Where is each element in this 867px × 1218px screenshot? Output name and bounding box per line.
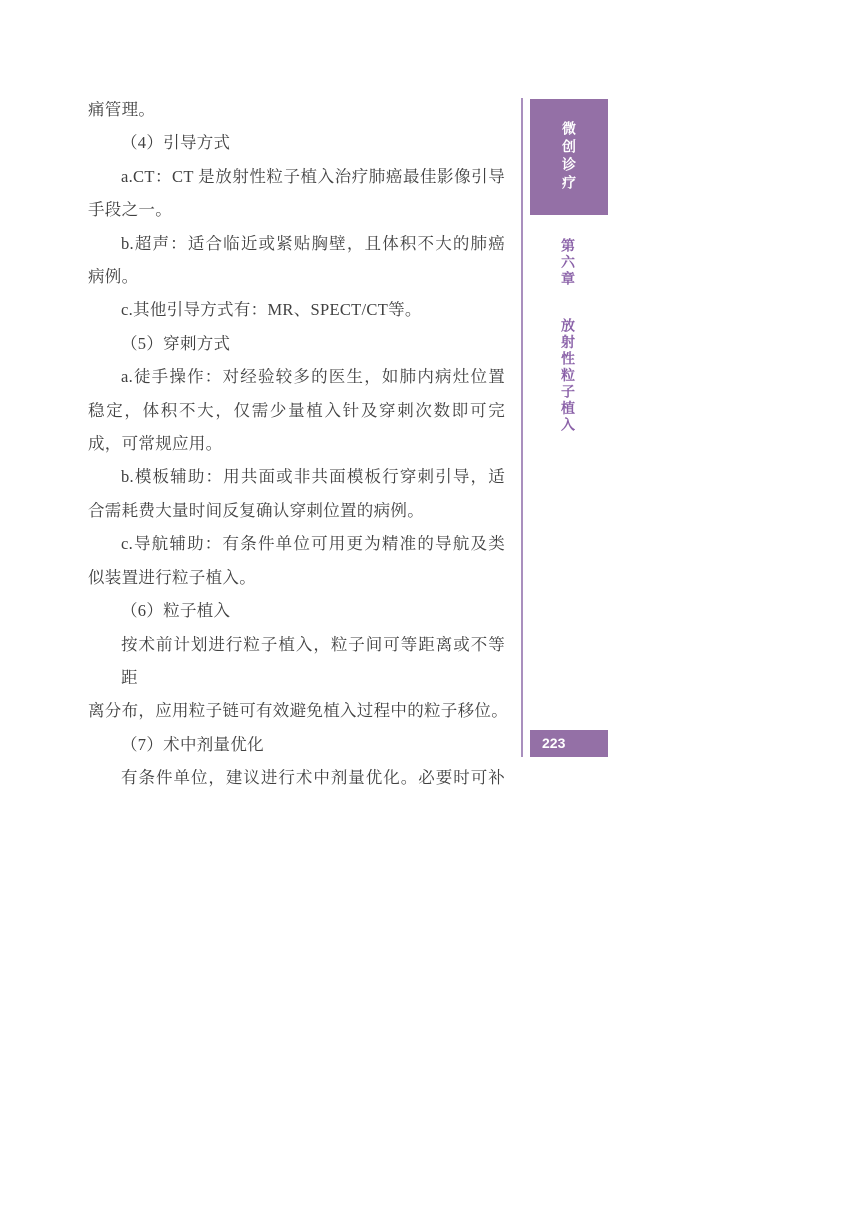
text-line: 有条件单位，建议进行术中剂量优化。必要时可补: [121, 768, 505, 788]
series-title-block: [530, 99, 608, 215]
text-line: 病例。: [88, 267, 139, 287]
text-line: b.模板辅助：用共面或非共面模板行穿刺引导，适: [121, 467, 505, 487]
text-line: （5）穿刺方式: [121, 333, 231, 353]
text-line: 似装置进行粒子植入。: [88, 567, 256, 587]
series-title: 微创诊疗: [561, 121, 577, 193]
text-line: a.CT：CT 是放射性粒子植入治疗肺癌最佳影像引导: [121, 166, 505, 186]
text-line: c.导航辅助：有条件单位可用更为精准的导航及类: [121, 534, 505, 554]
text-line: 按术前计划进行粒子植入，粒子间可等距离或不等距: [121, 634, 505, 687]
chapter-number: 第六章: [559, 238, 574, 288]
sidebar-divider-line: [521, 98, 523, 757]
text-line: 成，可常规应用。: [88, 434, 223, 454]
chapter-label: [556, 238, 576, 434]
chapter-title: 放射性粒子植入: [559, 318, 574, 434]
text-line: 离分布，应用粒子链可有效避免植入过程中的粒子移位。: [88, 701, 508, 721]
text-line: 稳定，体积不大，仅需少量植入针及穿刺次数即可完: [88, 400, 505, 420]
text-line: （4）引导方式: [121, 133, 231, 153]
text-line: 合需耗费大量时间反复确认穿刺位置的病例。: [88, 500, 424, 520]
text-line: c.其他引导方式有：MR、SPECT/CT等。: [121, 300, 422, 320]
text-line: （6）粒子植入: [121, 601, 231, 621]
text-line: a.徒手操作：对经验较多的医生，如肺内病灶位置: [121, 367, 505, 387]
text-line: 痛管理。: [88, 100, 156, 119]
text-line: b.超声：适合临近或紧贴胸壁，且体积不大的肺癌: [121, 233, 505, 253]
body-text-column: [88, 93, 508, 795]
page-number: 223: [542, 735, 566, 751]
text-line: （7）术中剂量优化: [121, 734, 264, 754]
page-number-badge: [530, 730, 608, 757]
text-line: 手段之一。: [88, 200, 172, 220]
